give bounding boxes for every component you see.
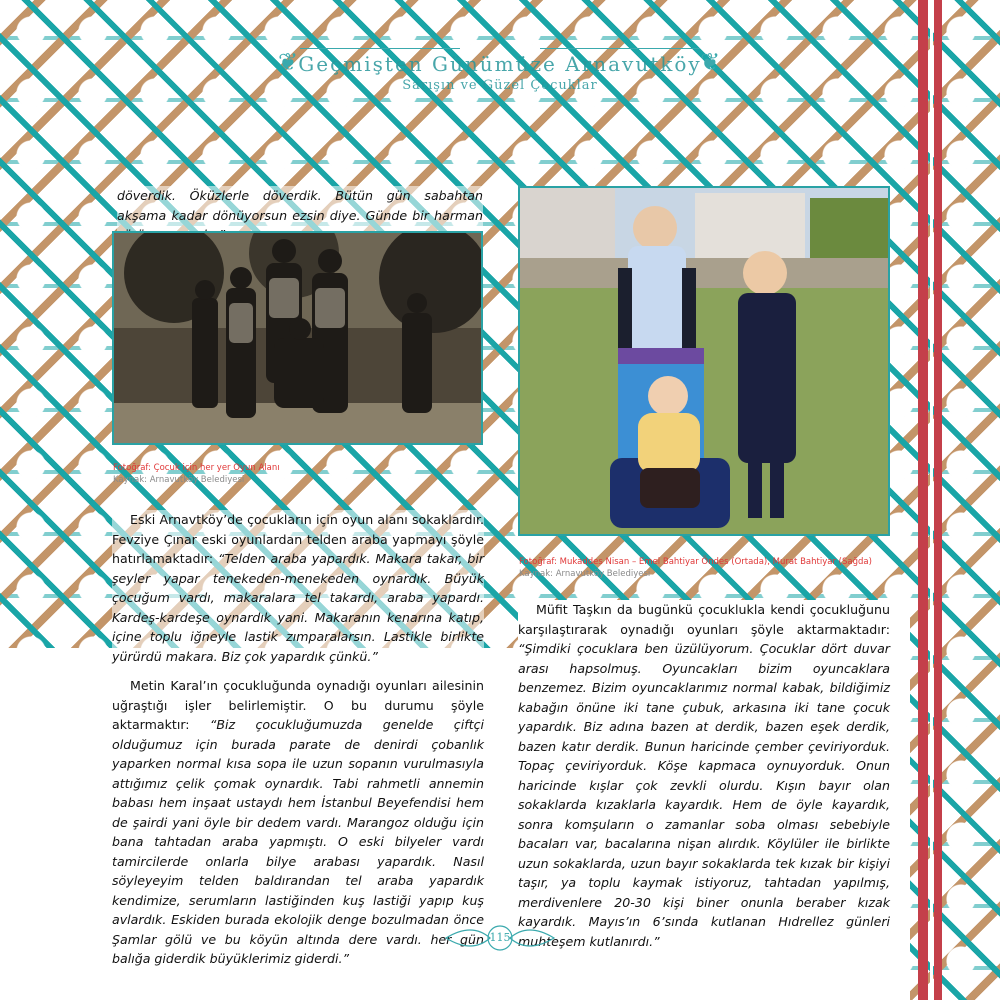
color-photo-image [520, 188, 888, 534]
page-header [270, 38, 730, 98]
text-continuation: döverdik. Öküzlerle döverdik. Bütün gün sabahtan akşama kadar dönüyorsun ezsin diye. Günde bir harman [117, 186, 483, 245]
ornament-left-icon: ❦ [278, 48, 299, 76]
left-column-text [112, 510, 484, 969]
page-number: 115 [489, 931, 511, 944]
header-title: Geçmişten Günümüze Arnavutköy [298, 52, 702, 76]
ornament-right-icon: ❦ [700, 48, 721, 76]
right-column-text [518, 600, 890, 951]
photo1-caption [113, 462, 483, 486]
header-rule-right [540, 48, 700, 49]
paragraph2-quote: “Biz çocukluğumuzda genelde çiftçi olduğumuz için burada parate de denirdi çobanlık yaparken normal kısa sopa ile uzun sopanın vurulmasıyla attığımız çelik çomak oynardık. Tabi rahmetli annemin babası hem inşaat ustaydı hem İstanbul Beyefendisi hem de şairdi yani öyle bir dedem vardı. Marangoz olduğu için bana tahtadan araba yapmıştı. O eski bilyeler vardı tamircilerde onlarla bilye arabası yapardık. Nasıl söyleyeyim telden baldırandan tel araba yapardık kendimize, serumların lastiğinden kuş lastiği yapıp kuş avlardık. Eskiden burada ekolojik denge bozulmadan önce Şamlar gölü ve bu köyün altında dere vardı. her gün balığa giderdik büyüklerimiz giderdi.” [112, 717, 484, 966]
photo2-caption-source: Kaynak: Arnavutköy Belediyesi [519, 569, 651, 579]
red-border-stripe-inner [934, 0, 942, 1000]
photo-children-portrait [518, 186, 890, 536]
header-subtitle: Sarışın ve Güzel Çocuklar [402, 78, 598, 93]
border-gap [930, 0, 933, 1000]
paragraph-fevziye [112, 510, 484, 666]
page-number-ornament [442, 918, 558, 958]
photo-children-play-area [112, 231, 483, 445]
paragraph2-intro: Metin Karal’ın çocukluğunda oynadığı oyunları ailesinin uğraştığı işler belirlemiştir. O bu durumu şöyle aktarmaktır: [112, 678, 484, 732]
paragraph1-intro: Eski Arnavtköy’de çocukların için oyun alanı sokaklardır. Fevziye Çınar eski oyunlardan telden araba yapmayı şöyle hatırlamaktadır: [112, 512, 484, 566]
photo1-caption-source: Kaynak: Arnavutköy Belediyesi [113, 475, 245, 485]
paragraph3-quote: “Şimdiki çocuklara ben üzülüyorum. Çocuklar dört duvar arası hapsolmuş. Oyuncakları bizim oyuncaklara benzemez. Bizim oyuncaklarımız normal kabak, bildiğimiz kabağın önüne iki tane çubuk, arkasına iki tane çocuk yapardık. Biz adına bazen at derdik, bazen eşek derdik, bazen katır derdik. Bunun haricinde çember çeviriyorduk. Topaç çeviriyorduk. Köşe kapmaca oynuyorduk. Onun haricinde kışlar çok zevkli olurdu. Kışın bayır olan sokaklarda kızaklarla kayardık. Hem de öyle kayardık, sonra komşuların o zamanlar soba olması sebebiyle bacaları var, bacalarına nişan alırdık. Köylüler ile birlikte uzun sokaklarda, uzun bayır sokaklarda tek kızak bir kişiyi taşır, ya toplu kaymak istiyoruz, tahtadan yapılmış, merdivenlere 20-30 kişi biner onunla beraber kızak kayardık. Mayıs’ın 6’sında kutlanan Hıdrellez günleri muhteşem kutlanırdı.” [518, 641, 890, 949]
photo2-caption [519, 556, 889, 580]
paragraph1-quote: “Telden araba yapardık. Makara takar, bir şeyler yapar tenekeden-menekeden oynardık. Büyük çocuğum vardı, makaralara tel takardı, araba yapardı. Kardeş-kardeşe oynardık yani. Makaranın kenarına katıp, içine toplu iğneyle lastik zımparalarsın. Lastikle birlikte yürürdü makara. Biz çok yapardık çünkü.” [112, 551, 484, 664]
red-border-stripe [918, 0, 928, 1000]
photo2-caption-title: Fotoğraf: Mukaddes Nisan – Emel Bahtiyar Öndes (Ortada), Murat Bahtiyar (Sağda) [519, 557, 872, 567]
paragraph-mufit [518, 600, 890, 951]
paragraph3-intro: Müfit Taşkın da bugünkü çocuklukla kendi çocukluğunu karşılaştırarak oynadığı oyunları şöyle aktarmaktadır: [518, 602, 890, 637]
header-rule-left [300, 48, 460, 49]
photo1-caption-title: Fotoğraf: Çocuk için her yer Oyun Alanı [113, 463, 280, 473]
paragraph-metin [112, 676, 484, 969]
bw-photo-image [114, 233, 481, 443]
